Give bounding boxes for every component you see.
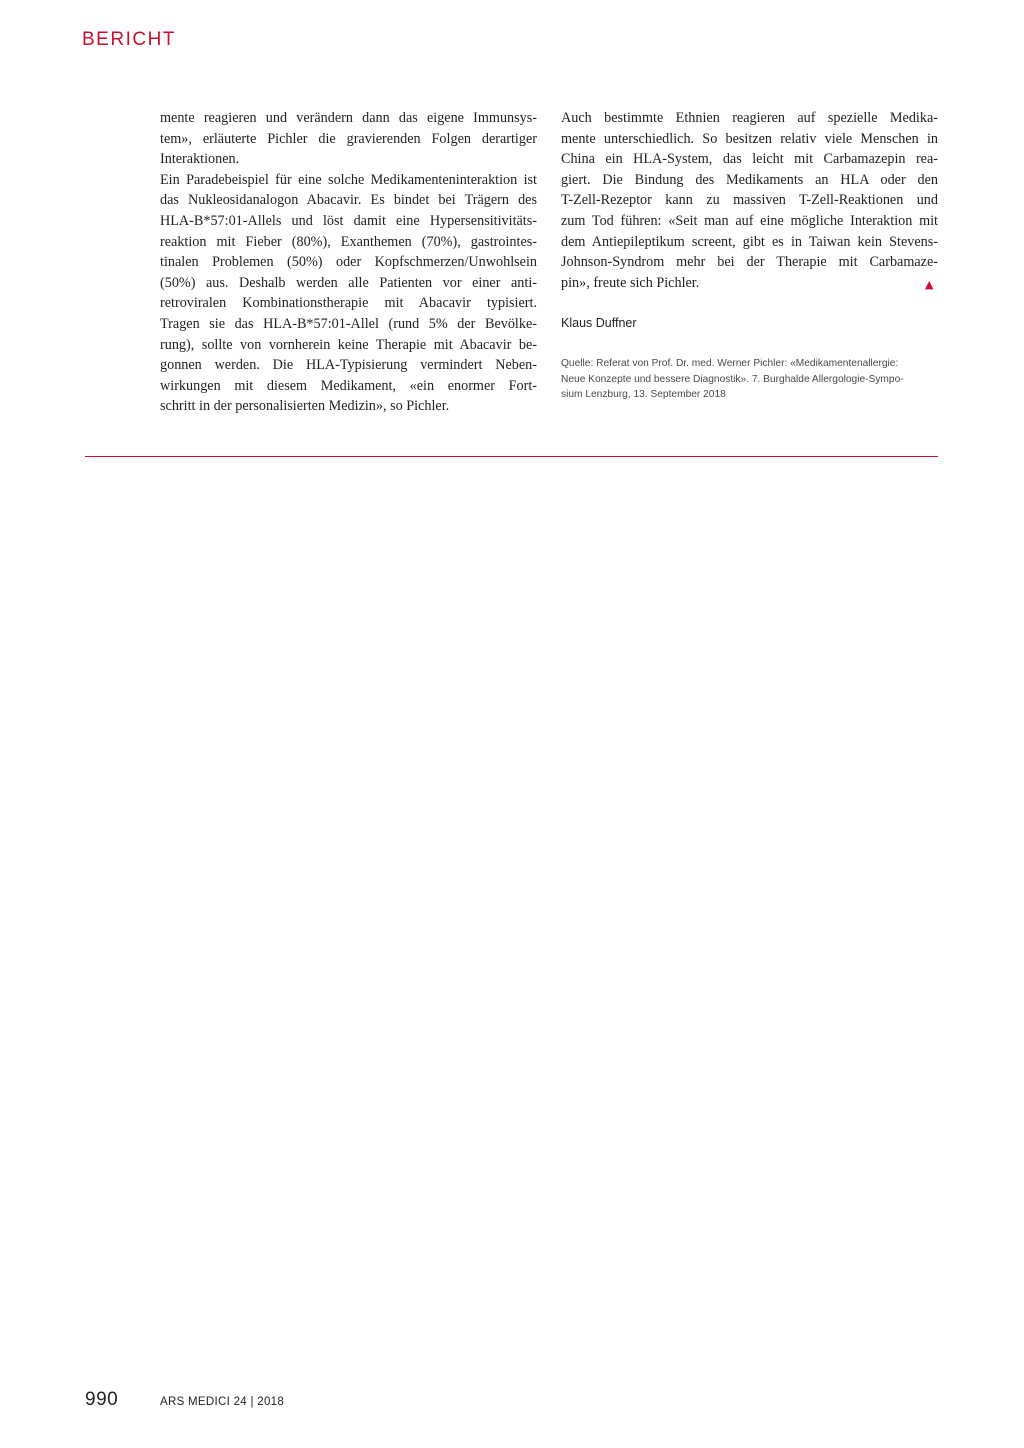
- text-line: gonnen werden. Die HLA-Typisierung vermindert Neben-: [160, 357, 537, 374]
- text-line: das Nukleosidanalogon Abacavir. Es bindet bei Trägern des: [160, 192, 537, 209]
- source-line: sium Lenzburg, 13. September 2018: [561, 389, 726, 400]
- author-name: Klaus Duffner: [561, 316, 637, 330]
- text-line: retroviralen Kombinationstherapie mit Abacavir typisiert.: [160, 295, 537, 312]
- text-line: HLA-B*57:01-Allels und löst damit eine Hypersensitivitäts-: [160, 212, 537, 229]
- source-line: Quelle: Referat von Prof. Dr. med. Werner Pichler: «Medikamentenallergie:: [561, 358, 899, 369]
- source-line: Neue Konzepte und bessere Diagnostik». 7. Burghalde Allergologie-Sympo-: [561, 373, 904, 385]
- text-line: schritt in der personalisierten Medizin», so Pichler.: [160, 398, 450, 415]
- text-line: mente reagieren und verändern dann das eigene Immunsys-: [160, 110, 537, 126]
- section-divider: [85, 456, 938, 457]
- text-line: Auch bestimmte Ethnien reagieren auf spezielle Medika-: [561, 110, 938, 126]
- text-line: Ein Paradebeispiel für eine solche Medikamenteninteraktion ist: [160, 171, 537, 188]
- page-number: 990: [85, 1389, 119, 1410]
- text-line: rung), sollte von vornherein keine Therapie mit Abacavir be-: [160, 336, 537, 353]
- text-line: pin», freute sich Pichler.: [561, 274, 700, 291]
- text-line: China ein HLA-System, das leicht mit Carbamazepin rea-: [561, 151, 938, 168]
- text-line: Interaktionen.: [160, 151, 240, 168]
- text-line: giert. Die Bindung des Medikaments an HLA oder den: [561, 171, 938, 188]
- text-line: reaktion mit Fieber (80%), Exanthemen (70%), gastrointes-: [160, 233, 537, 250]
- text-line: tem», erläuterte Pichler die gravierenden Folgen derartiger: [160, 130, 537, 147]
- text-line: Tragen sie das HLA-B*57:01-Allel (rund 5% der Bevölke-: [160, 315, 537, 332]
- text-line: T-Zell-Rezeptor kann zu massiven T-Zell-Reaktionen und: [561, 192, 938, 209]
- text-line: dem Antiepileptikum screent, gibt es in Taiwan kein Stevens-: [561, 233, 938, 250]
- text-line: zum Tod führen: «Seit man auf eine mögliche Interaktion mit: [561, 212, 938, 229]
- source-note: [561, 356, 938, 403]
- article-end-triangle-icon: ▲: [925, 278, 934, 291]
- text-line: tinalen Problemen (50%) oder Kopfschmerzen/Unwohlsein: [160, 254, 537, 271]
- text-line: mente unterschiedlich. So besitzen relativ viele Menschen in: [561, 130, 938, 147]
- text-line: wirkungen mit diesem Medikament, «ein enormer Fort-: [160, 377, 537, 394]
- publication-info: ARS MEDICI 24 | 2018: [160, 1396, 285, 1408]
- section-header: BERICHT: [82, 29, 176, 50]
- left-text-column: [160, 108, 537, 417]
- text-line: (50%) aus. Deshalb werden alle Patienten vor einer anti-: [160, 274, 537, 291]
- text-line: Johnson-Syndrom mehr bei der Therapie mit Carbamaze-: [561, 254, 938, 271]
- right-text-column: [561, 108, 938, 293]
